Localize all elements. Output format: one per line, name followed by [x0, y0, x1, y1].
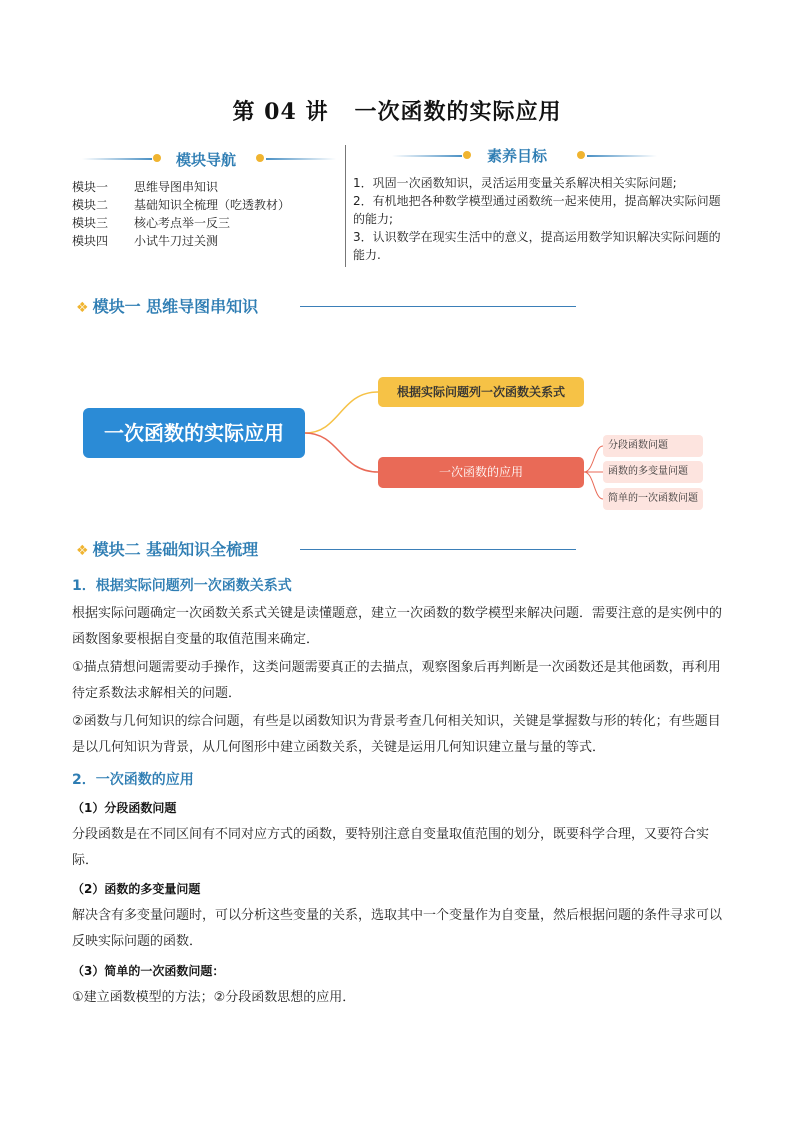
section1-paragraph-1: 根据实际问题确定一次函数关系式关键是读懂题意，建立一次函数的数学模型来解决问题．需要注意的是实例中的函数图象要根据自变量的取值范围来确定． [72, 606, 723, 647]
mindmap-branch-2: 一次函数的应用 [378, 457, 584, 488]
subsection2-heading: （2）函数的多变量问题 [72, 882, 201, 896]
section1-heading: 1．根据实际问题列一次函数关系式 [72, 578, 292, 594]
nav-item: 模块一 思维导图串知识 [72, 180, 219, 194]
section1-paragraph-2: ①描点猜想问题需要动手操作，这类问题需要真正的去描点，观察图象后再判断是一次函数还是其他函数，再利用待定系数法求解相关的问题． [72, 660, 721, 701]
mindmap-leaf: 简单的一次函数问题 [603, 488, 703, 510]
lecture-number: 第 04 讲 [232, 99, 329, 125]
subsection3-text: ①建立函数模型的方法；②分段函数思想的应用． [72, 990, 356, 1005]
subsection2-text: 解决含有多变量问题时，可以分析这些变量的关系，选取其中一个变量作为自变量，然后根据问题的条件寻求可以反映实际问题的函数． [72, 908, 723, 949]
mindmap-root: 一次函数的实际应用 [83, 408, 305, 458]
nav-heading: 模块导航 [176, 151, 237, 169]
subsection1-text: 分段函数是在不同区间有不同对应方式的函数，要特别注意自变量取值范围的划分，既要科学合理，又要符合实际． [72, 827, 710, 868]
mindmap-branch-1: 根据实际问题列一次函数关系式 [378, 377, 584, 407]
module2-heading: ❖ 模块二 基础知识全梳理 [76, 540, 259, 559]
section2-heading: 2．一次函数的应用 [72, 772, 194, 788]
goal-item: 3．认识数学在现实生活中的意义，提高运用数学知识解决实际问题的能力. [353, 230, 721, 262]
subsection3-heading: （3）简单的一次函数问题： [72, 964, 225, 978]
goal-item: 1．巩固一次函数知识，灵活运用变量关系解决相关实际问题; [353, 176, 677, 190]
goal-item: 2．有机地把各种数学模型通过函数统一起来使用，提高解决实际问题的能力; [353, 194, 721, 226]
diamond-icon: ❖ [76, 300, 89, 316]
module2-heading-line [300, 549, 576, 550]
nav-item: 模块二 基础知识全梳理（吃透教材） [72, 198, 291, 212]
module1-heading: ❖ 模块一 思维导图串知识 [76, 297, 259, 316]
lecture-topic: 一次函数的实际应用 [354, 99, 562, 125]
mindmap-leaf: 函数的多变量问题 [603, 461, 703, 483]
diamond-icon: ❖ [76, 543, 89, 559]
section1-paragraph-3: ②函数与几何知识的综合问题，有些是以函数知识为背景考查几何相关知识，关键是掌握数与形的转化；有些题目是以几何知识为背景，从几何图形中建立函数关系，关键是运用几何知识建立量与量的等式． [72, 714, 721, 755]
mindmap-leaf: 分段函数问题 [603, 435, 703, 457]
subsection1-heading: （1）分段函数问题 [72, 801, 177, 815]
nav-item: 模块三 核心考点举一反三 [72, 216, 231, 230]
goal-heading: 素养目标 [487, 147, 548, 165]
nav-item: 模块四 小试牛刀过关测 [72, 234, 219, 248]
